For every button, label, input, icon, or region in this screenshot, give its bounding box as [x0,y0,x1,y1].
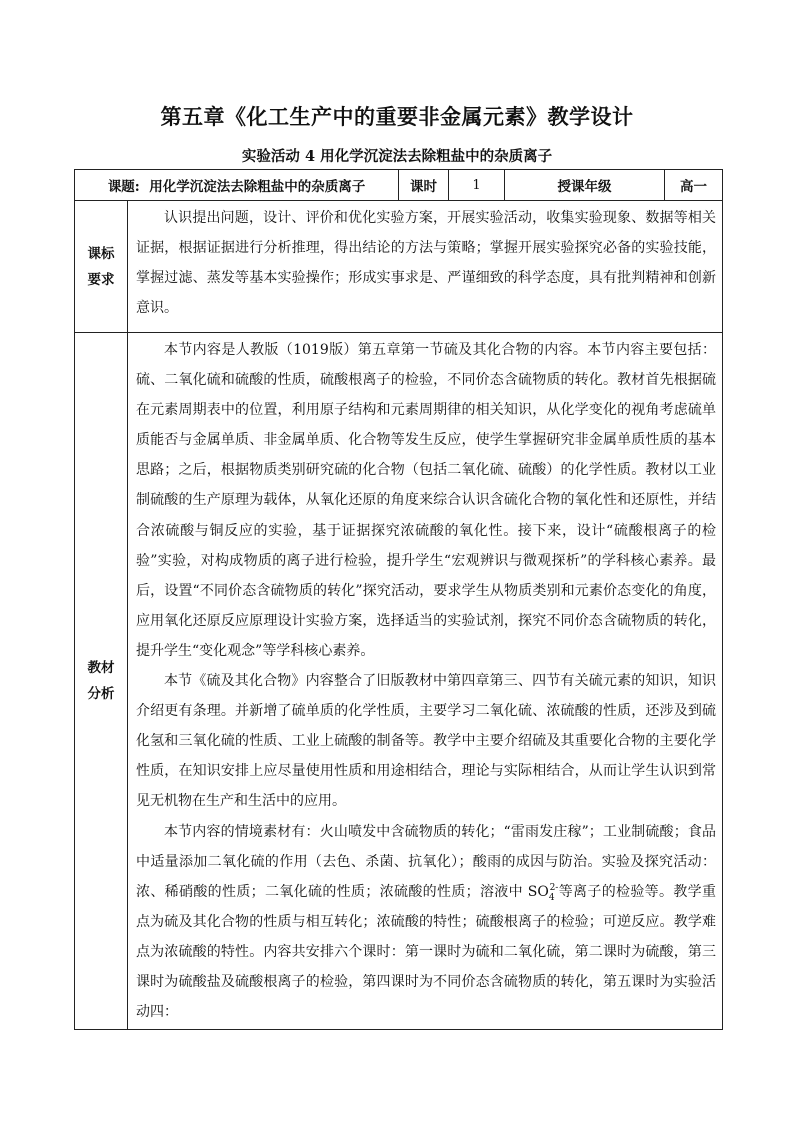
sulfate-ion-base: SO [527,883,549,900]
curriculum-goals-paragraph: 认识提出问题，设计、评价和优化实验方案，开展实验活动，收集实验现象、数据等相关证据，根据证据进行分析推理，得出结论的方法与策略；掌握开展实验探究必备的实验技能，掌握过滤、蒸发等基本实验操作；形成实事求是、严谨细致的科学态度，具有批判精神和创新意识。 [136,210,717,317]
document-subtitle: 实验活动 4 用化学沉淀法去除粗盐中的杂质离子 [241,148,553,165]
curriculum-goals-label-line1: 课标 [87,245,115,262]
textbook-analysis-label-line2: 分析 [87,686,115,703]
sulfate-ion-formula [527,883,559,903]
textbook-analysis-paragraph-3 [136,817,716,1028]
topic-value: 用化学沉淀法去除粗盐中的杂质离子 [149,179,366,195]
sulfate-ion-subscript: 4 [548,892,555,903]
curriculum-goals-content [128,201,723,333]
textbook-analysis-content [128,333,723,1030]
curriculum-goals-label [75,201,128,333]
textbook-analysis-row [75,333,723,1030]
paragraph-3-text-after-ion: 等离子的检验等。教学重点为硫及其化合物的性质与相互转化；浓硫酸的特性；硫酸根离子的检验；可逆反应。教学难点为浓硫酸的特性。内容共安排六个课时：第一课时为硫和二氧化硫，第二课时为硫酸，第三课时为硫酸盐及硫酸根离子的检验，第四课时为不同价态含硫物质的转化，第五课时为实验活动四： [136,883,717,1021]
header-row [75,170,723,201]
textbook-analysis-label-line1: 教材 [87,660,115,677]
paragraph-3-text-before-ion: 本节内容的情境素材有：火山喷发中含硫物质的转化；“雷雨发庄稼”；工业制硫酸；食品中适量添加二氧化硫的作用（去色、杀菌、抗氧化）；酸雨的成因与防治。实验及探究活动：浓、稀硝酸的性质；二氧化硫的性质；浓硫酸的性质；溶液中 [136,823,717,900]
topic-cell [75,170,399,201]
textbook-analysis-paragraph-2: 本节《硫及其化合物》内容整合了旧版教材中第四章第三、四节有关硫元素的知识，知识介绍更有条理。并新增了硫单质的化学性质，主要学习二氧化硫、浓硫酸的性质，还涉及到硫化氢和三氧化硫的性质、工业上硫酸的制备等。教学中主要介绍硫及其重要化合物的主要化学性质，在知识安排上应尽量使用性质和用途相结合，理论与实际相结合，从而让学生认识到常见无机物在生产和生活中的应用。 [136,673,717,810]
grade-label: 授课年级 [505,170,665,201]
curriculum-goals-label-line2: 要求 [87,271,115,288]
period-label: 课时 [399,170,449,201]
period-value: 1 [449,170,505,201]
sulfate-ion-superscript: 2- [549,883,559,894]
textbook-analysis-paragraph-1: 本节内容是人教版（1019版）第五章第一节硫及其化合物的内容。本节内容主要包括：硫、二氧化硫和硫酸的性质，硫酸根离子的检验，不同价态含硫物质的转化。教材首先根据硫在元素周期表中的位置，利用原子结构和元素周期律的相关知识，从化学变化的视角考虑硫单质能否与金属单质、非金属单质、化合物等发生反应，使学生掌握研究非金属单质性质的基本思路；之后，根据物质类别研究硫的化合物（包括二氧化硫、硫酸）的化学性质。教材以工业制硫酸的生产原理为载体，从氧化还原的角度来综合认识含硫化合物的氧化性和还原性，并结合浓硫酸与铜反应的实验，基于证据探究浓硫酸的氧化性。接下来，设计“硫酸根离子的检验”实验，对构成物质的离子进行检验，提升学生“宏观辨识与微观探析”的学科核心素养。最后，设置“不同价态含硫物质的转化”探究活动，要求学生从物质类别和元素价态变化的角度，应用氧化还原反应原理设计实验方案，选择适当的实验试剂，探究不同价态含硫物质的转化，提升学生“变化观念”等学科核心素养。 [136,342,717,659]
grade-value: 高一 [665,170,723,201]
topic-label: 课题: [107,179,140,195]
textbook-analysis-label [75,333,128,1030]
document-title: 第五章《化工生产中的重要非金属元素》教学设计 [160,104,634,129]
lesson-plan-table [74,169,723,1030]
curriculum-goals-row [75,201,723,333]
